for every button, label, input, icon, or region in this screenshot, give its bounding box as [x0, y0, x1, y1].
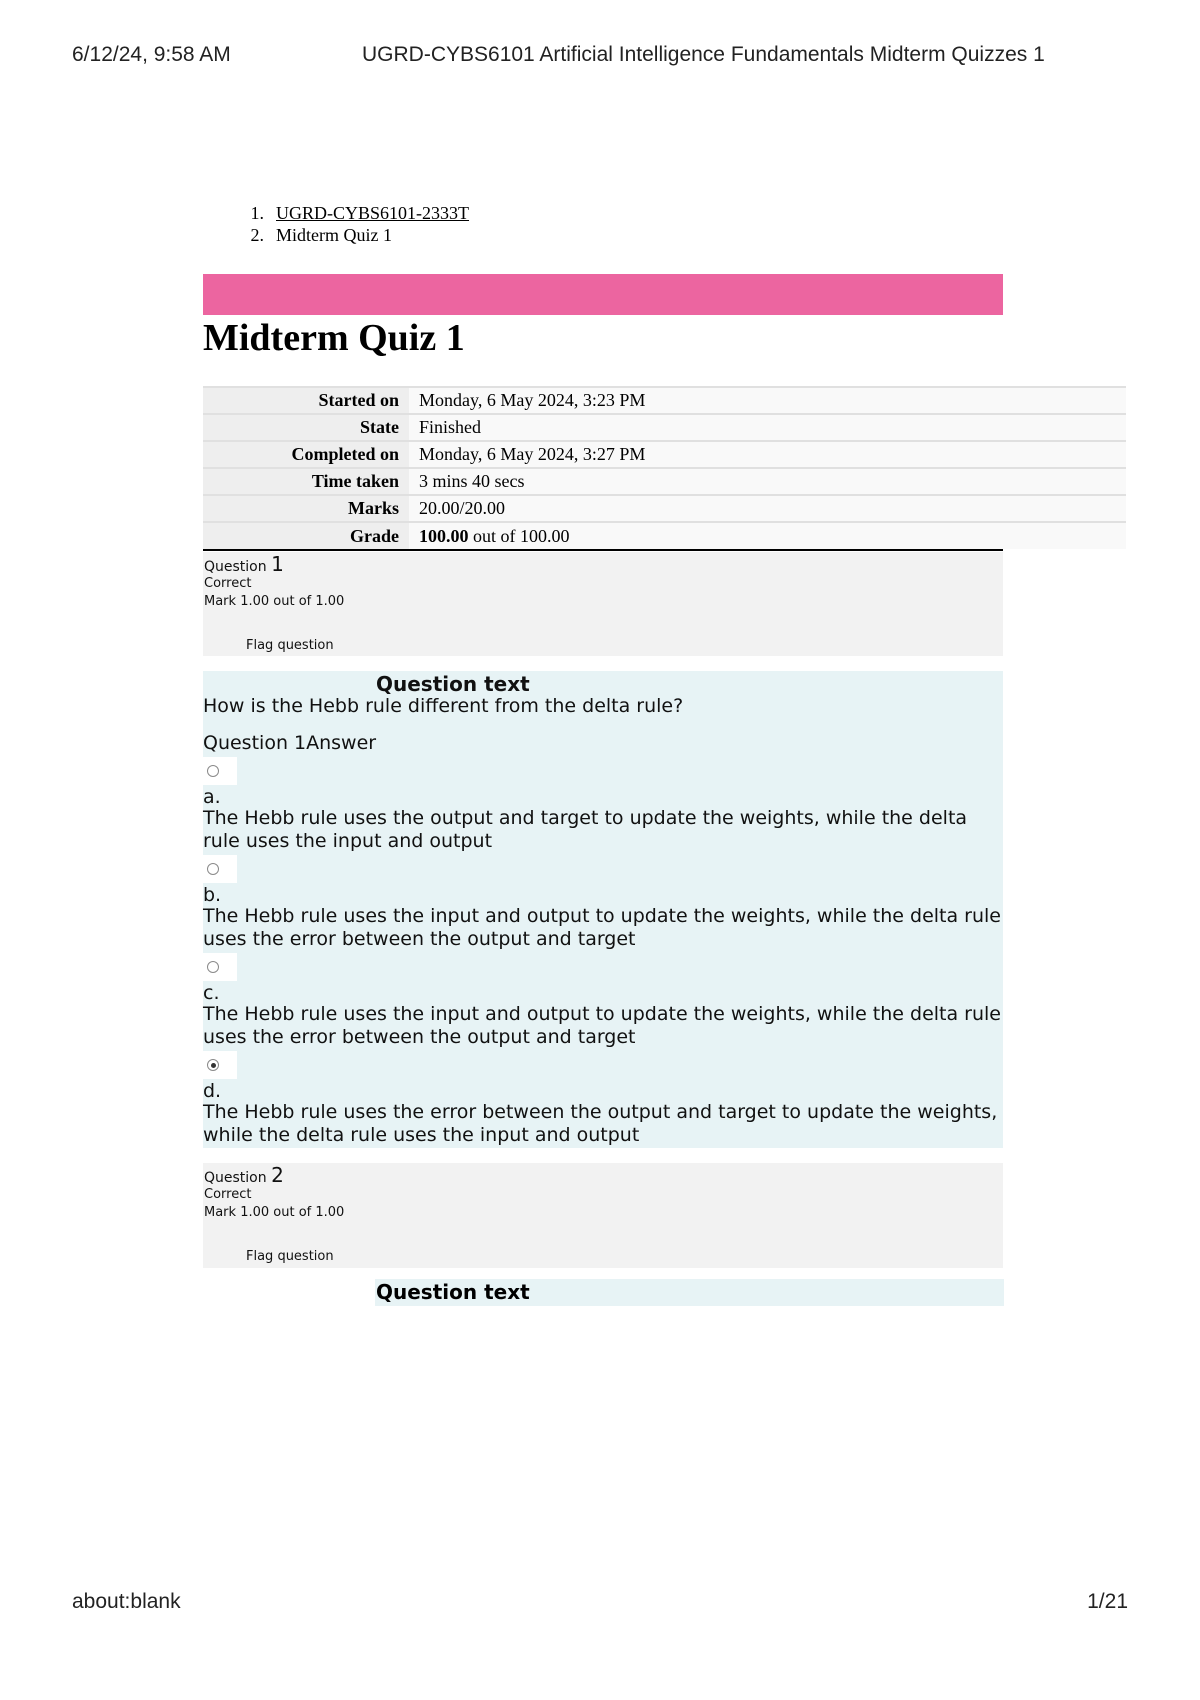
option-b-radio[interactable] [203, 855, 237, 883]
summary-label: Marks [203, 495, 409, 522]
summary-value: Monday, 6 May 2024, 3:23 PM [409, 387, 1126, 414]
summary-label: Grade [203, 522, 409, 549]
page-title: Midterm Quiz 1 [203, 317, 465, 359]
flag-question-button[interactable]: Flag question [246, 638, 334, 653]
radio-unchecked-icon [207, 765, 219, 777]
header-banner [203, 274, 1003, 315]
breadcrumb-number: 2. [250, 225, 264, 245]
summary-row [203, 522, 1126, 549]
question-text-heading: Question text [376, 672, 530, 696]
summary-value [409, 522, 1126, 549]
option-c-radio[interactable] [203, 953, 237, 981]
summary-value: Monday, 6 May 2024, 3:27 PM [409, 441, 1126, 468]
summary-label: State [203, 414, 409, 441]
summary-label: Completed on [203, 441, 409, 468]
question-1-info [203, 552, 1003, 656]
question-2-content [375, 1279, 1004, 1306]
radio-unchecked-icon [207, 863, 219, 875]
summary-divider [203, 549, 1003, 551]
question-state: Correct [204, 576, 252, 591]
breadcrumb-item [232, 224, 469, 246]
summary-value: 3 mins 40 secs [409, 468, 1126, 495]
breadcrumb-number: 1. [250, 203, 264, 223]
option-letter: b. [203, 884, 222, 906]
radio-checked-icon [207, 1059, 219, 1071]
grade-score: 100.00 [419, 525, 469, 546]
question-state: Correct [204, 1187, 252, 1202]
attempt-summary-table [203, 386, 1126, 549]
summary-value: 20.00/20.00 [409, 495, 1126, 522]
summary-label: Started on [203, 387, 409, 414]
summary-label: Time taken [203, 468, 409, 495]
flag-question-button[interactable]: Flag question [246, 1249, 334, 1264]
summary-row [203, 387, 1126, 414]
option-letter: d. [203, 1080, 222, 1102]
radio-unchecked-icon [207, 961, 219, 973]
question-2-info [203, 1163, 1003, 1268]
question-1-content [203, 671, 1003, 1148]
print-page-number: 1/21 [1087, 1590, 1128, 1613]
question-number: Question 1 [204, 552, 284, 576]
breadcrumb [232, 202, 469, 246]
summary-value: Finished [409, 414, 1126, 441]
option-text: The Hebb rule uses the output and target to update the weights, while the delta rule uses the input and output [203, 807, 968, 852]
print-document-title: UGRD-CYBS6101 Artificial Intelligence Fundamentals Midterm Quizzes 1 [362, 43, 1045, 66]
question-text-heading: Question text [376, 1280, 530, 1304]
question-mark: Mark 1.00 out of 1.00 [204, 594, 345, 609]
breadcrumb-link-course[interactable]: UGRD-CYBS6101-2333T [276, 203, 470, 223]
question-number-value: 1 [271, 552, 284, 576]
option-d-radio[interactable] [203, 1051, 237, 1079]
option-a-radio[interactable] [203, 757, 237, 785]
question-mark: Mark 1.00 out of 1.00 [204, 1205, 345, 1220]
question-prompt: How is the Hebb rule different from the delta rule? [203, 695, 684, 717]
question-number: Question 2 [204, 1163, 284, 1187]
option-text: The Hebb rule uses the input and output to update the weights, while the delta rule uses the error between the output and target [203, 1003, 1001, 1048]
print-datetime: 6/12/24, 9:58 AM [72, 43, 231, 66]
summary-row [203, 414, 1126, 441]
breadcrumb-item [232, 202, 469, 224]
option-text: The Hebb rule uses the error between the output and target to update the weights, while the delta rule uses the input and output [203, 1101, 998, 1146]
summary-row [203, 441, 1126, 468]
summary-row [203, 495, 1126, 522]
answer-label: Question 1Answer [203, 732, 377, 754]
summary-row [203, 468, 1126, 495]
option-text: The Hebb rule uses the input and output to update the weights, while the delta rule uses the error between the output and target [203, 905, 1001, 950]
option-letter: c. [203, 982, 220, 1004]
grade-out-of: out of 100.00 [468, 525, 570, 546]
breadcrumb-current: Midterm Quiz 1 [276, 225, 392, 245]
print-url: about:blank [72, 1590, 181, 1613]
option-letter: a. [203, 786, 221, 808]
question-number-value: 2 [271, 1163, 284, 1187]
